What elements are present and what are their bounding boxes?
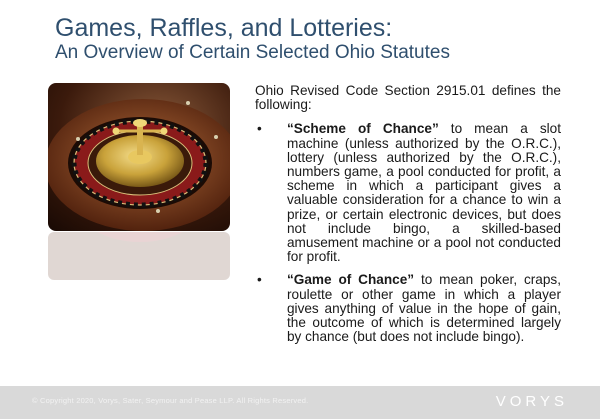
definition-text: to mean a slot machine (unless authorized by the O.R.C.), lottery (unless authorized by the O.R.C.), numbers game, a pool conducted for profit, a scheme in which a participant gives a valuable consideration for a chance to win a prize, or certain electronic devices, but does not include bingo, a skilled-based amusement machine or a pool not conducted for profit. (287, 121, 561, 265)
definition-list (255, 122, 561, 344)
term-scheme-of-chance: “Scheme of Chance” (287, 121, 439, 137)
vorys-logo: VORYS (495, 393, 568, 410)
title-line-1: Games, Raffles, and Lotteries: (55, 14, 393, 42)
slide-title (55, 14, 575, 64)
roulette-photo-reflection (48, 232, 230, 280)
list-item (255, 273, 561, 344)
copyright-notice: © Copyright 2020, Vorys, Sater, Seymour and Pease LLP. All Rights Reserved. (32, 396, 309, 405)
bullet-icon: • (257, 121, 262, 137)
intro-text: Ohio Revised Code Section 2915.01 defines the following: (255, 83, 561, 113)
roulette-photo (48, 83, 230, 231)
title-line-2: An Overview of Certain Selected Ohio Statutes (55, 42, 450, 63)
footer-bar (0, 386, 600, 419)
roulette-wheel-image (48, 83, 230, 231)
term-game-of-chance: “Game of Chance” (287, 272, 415, 288)
slide-body (255, 84, 561, 353)
bullet-icon: • (257, 272, 262, 288)
list-item (255, 122, 561, 264)
definition-text: to mean poker, craps, roulette or other game in which a player gives anything of value in the hope of gain, the outcome of which is determined largely by chance (but does not include bingo). (287, 272, 561, 345)
